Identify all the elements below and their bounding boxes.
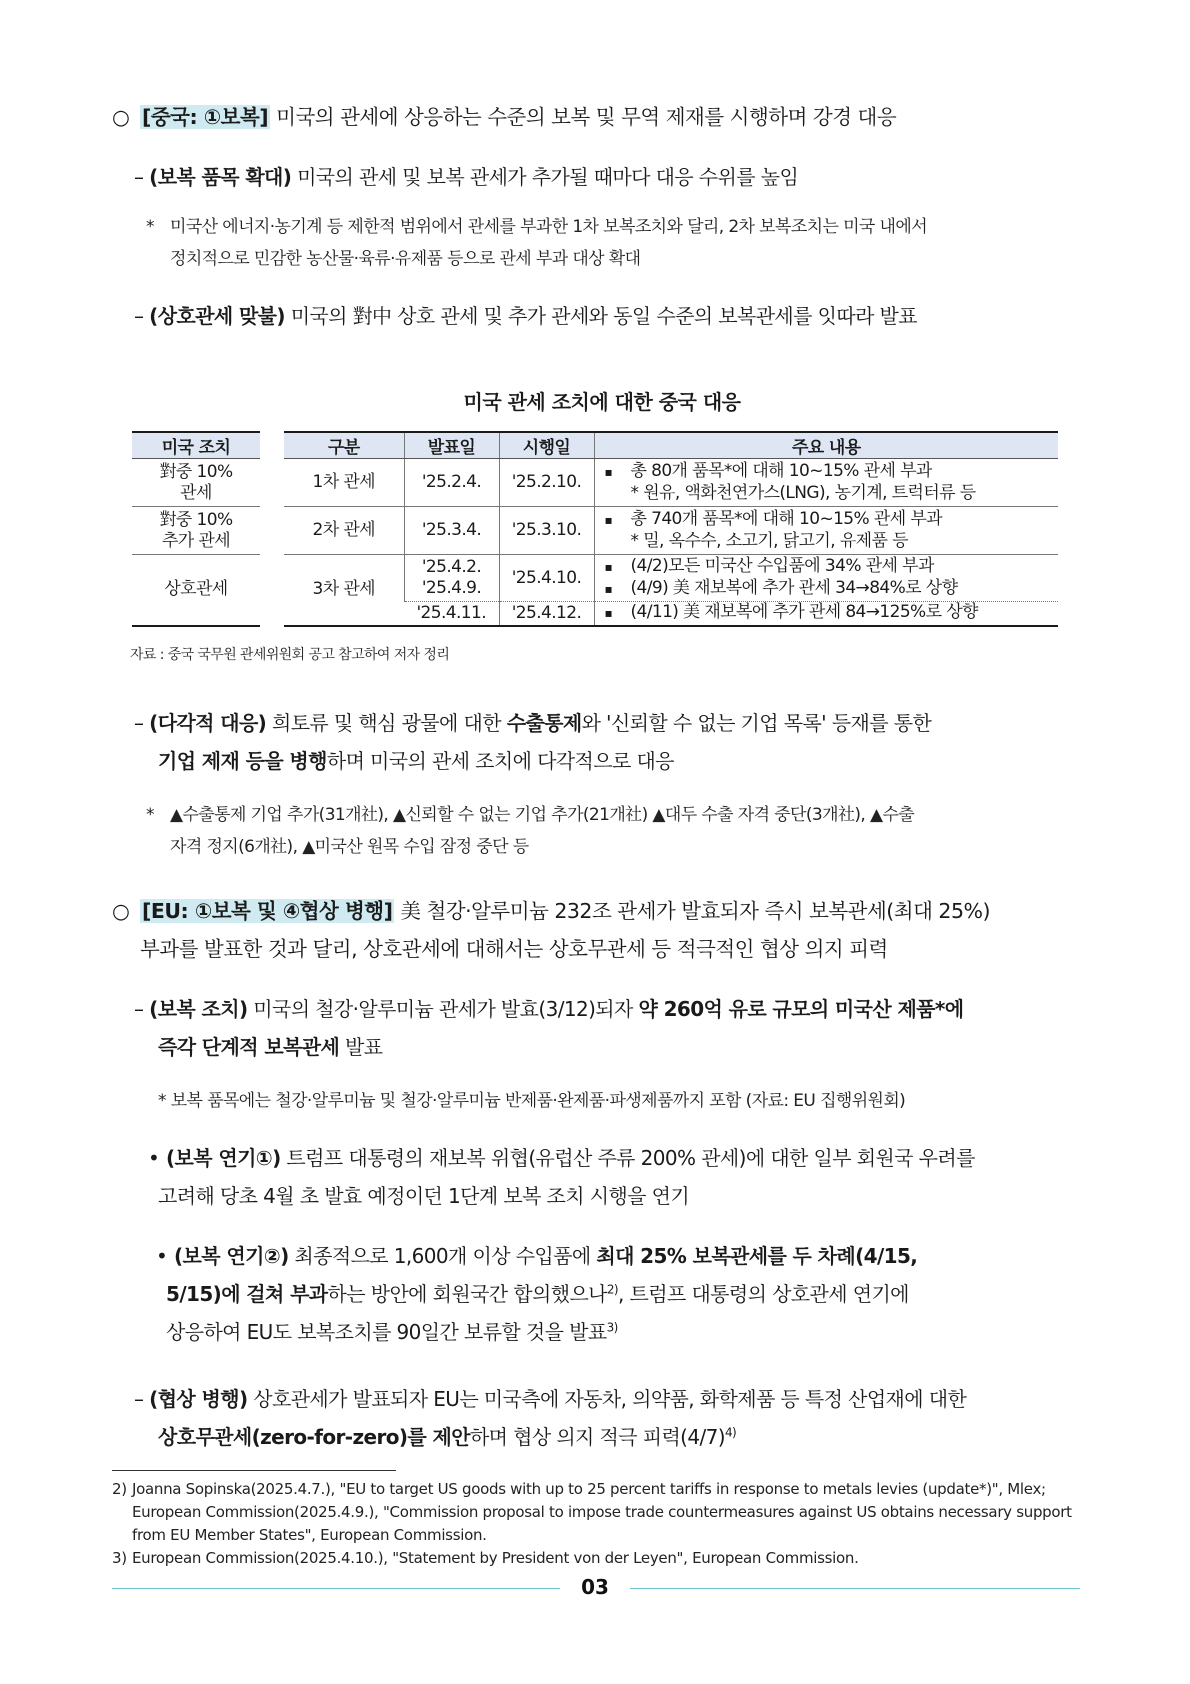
note-line-2: 자격 정지(6개社), ▲미국산 원목 수입 잠정 중단 등 — [170, 837, 529, 857]
cell-main — [594, 459, 1058, 507]
item-text: 하며 미국의 관세 조치에 다각적으로 대응 — [326, 749, 674, 773]
header-kind: 구분 — [284, 432, 404, 459]
table-caption: 미국 관세 조치에 대한 중국 대응 — [463, 390, 741, 414]
china-retaliation-expansion — [134, 158, 1092, 196]
bold-label: (보복 품목 확대) — [149, 165, 292, 189]
table-row — [284, 555, 1058, 602]
dash-bullet: – — [134, 165, 144, 189]
china-tag: [중국: ①보복] — [142, 105, 269, 129]
item-text: 미국의 對中 상호 관세 및 추가 관세와 동일 수준의 보복관세를 잇따라 발표 — [284, 304, 917, 328]
cell-main — [594, 507, 1058, 555]
eu-retaliation-note: * 보복 품목에는 철강·알루미늄 및 철강·알루미늄 반제품·완제품·파생제품까지 포함 (자료: EU 집행위원회) — [158, 1091, 906, 1111]
table-row — [284, 507, 1058, 555]
footnote-number: 2) — [112, 1480, 127, 1498]
dash-bullet: – — [134, 711, 144, 735]
bold-label: (협상 병행) — [149, 1387, 248, 1411]
footnote-text: Joanna Sopinska(2025.4.7.), "EU to target US goods with up to 25 percent tariffs in response to metals levies (update*)", Mlex; European Commission(2025.4.9.), "Commission proposal to impose trade countermeasures against US obtains necessary support from EU Member States", European Commission. — [132, 1480, 1072, 1544]
cell-main — [594, 602, 1058, 626]
footnote-divider — [112, 1470, 396, 1471]
line: '25.4.2. — [421, 557, 482, 577]
header-effective: 시행일 — [499, 432, 594, 459]
bold-label: (다각적 대응) — [149, 711, 267, 735]
page-number: 03 — [560, 1575, 630, 1599]
line: 對중 10% — [159, 461, 233, 482]
square-bullet: ▪ — [604, 582, 613, 596]
cell-main — [594, 555, 1058, 602]
asterisk: * — [146, 805, 154, 825]
china-retaliation-note — [146, 211, 1092, 275]
eu-postponement-1 — [148, 1139, 1092, 1215]
dash-bullet: – — [134, 1387, 144, 1411]
cell-kind: 3차 관세 — [284, 555, 404, 626]
header-main: 주요 내용 — [594, 432, 1058, 459]
table-row — [284, 459, 1058, 507]
bold-text: 약 260억 유로 규모의 미국산 제품*에 — [638, 997, 964, 1021]
line: '25.4.9. — [421, 578, 482, 598]
bold-text: 즉각 단계적 보복관세 — [158, 1035, 340, 1059]
square-bullet: ▪ — [604, 513, 613, 527]
china-multilateral-response — [134, 704, 1092, 780]
note-line-2: 정치적으로 민감한 농산물·육류·유제품 등으로 관세 부과 대상 확대 — [170, 249, 641, 269]
square-bullet: ▪ — [604, 560, 613, 574]
line: 對중 10% — [159, 509, 233, 530]
section-china-heading — [112, 98, 1092, 136]
dash-bullet: – — [134, 997, 144, 1021]
item-text-2: 고려해 당초 4월 초 발효 예정이던 1단계 보복 조치 시행을 연기 — [158, 1184, 690, 1208]
table-source: 자료 : 중국 국무원 관세위원회 공고 참고하여 저자 정리 — [130, 647, 450, 663]
section-eu-heading — [112, 892, 1092, 968]
item-text: 희토류 및 핵심 광물에 대한 — [266, 711, 507, 735]
header-us-measure: 미국 조치 — [132, 432, 260, 459]
dash-bullet: – — [134, 304, 144, 328]
bold-text: 수출통제 — [506, 711, 582, 735]
cell-kind: 2차 관세 — [284, 507, 404, 555]
circle-bullet: ○ — [112, 105, 130, 129]
bold-text: 최대 25% 보복관세를 두 차례(4/15, — [596, 1244, 918, 1268]
item-text: 트럼프 대통령의 재보복 위협(유럽산 주류 200% 관세)에 대한 일부 회원국 우려를 — [280, 1146, 975, 1170]
footnote-ref: 3) — [606, 1320, 618, 1335]
dot-bullet: • — [148, 1146, 160, 1170]
china-heading-text: 미국의 관세에 상응하는 수준의 보복 및 무역 제재를 시행하며 강경 대응 — [270, 105, 897, 129]
item-text: 발표 — [339, 1035, 383, 1059]
cell-announce: '25.3.4. — [404, 507, 499, 555]
sub-text: * 밀, 옥수수, 소고기, 닭고기, 유제품 등 — [630, 531, 908, 551]
bold-label: (상호관세 맞불) — [149, 304, 285, 328]
eu-tag: [EU: ①보복 및 ④협상 병행] — [142, 899, 393, 923]
main-text: 총 740개 품목*에 대해 10~15% 관세 부과 — [630, 509, 942, 529]
eu-postponement-2 — [156, 1237, 1092, 1351]
footnote-ref: 2) — [606, 1282, 619, 1297]
item-text: 최종적으로 1,600개 이상 수입품에 — [288, 1244, 597, 1268]
footnote-2 — [112, 1478, 1080, 1547]
item-text: 상호관세가 발표되자 EU는 미국측에 자동차, 의약품, 화학제품 등 특정 산업재에 대한 — [247, 1387, 967, 1411]
footnote-number: 3) — [112, 1549, 127, 1567]
us-measure-row — [132, 507, 260, 555]
line: 추가 관세 — [161, 530, 231, 551]
item-text: 상응하여 EU도 보복조치를 90일간 보류할 것을 발표 — [166, 1320, 607, 1344]
bold-text: 기업 제재 등을 병행 — [158, 749, 327, 773]
item-text: 하며 협상 의지 적극 피력(4/7) — [469, 1425, 725, 1449]
item-text: 미국의 관세 및 보복 관세가 추가될 때마다 대응 수위를 높임 — [291, 165, 799, 189]
cell-effective: '25.3.10. — [499, 507, 594, 555]
eu-negotiation — [134, 1380, 1092, 1456]
cell-effective: '25.4.12. — [499, 602, 594, 626]
footnote-text: European Commission(2025.4.10.), "Statement by President von der Leyen", European Commission. — [132, 1549, 859, 1567]
line: 관세 — [180, 482, 212, 503]
note-line-1: 미국산 에너지·농기계 등 제한적 범위에서 관세를 부과한 1차 보복조치와 달리, 2차 보복조치는 미국 내에서 — [170, 217, 928, 237]
china-multilateral-note — [146, 799, 1092, 863]
item-text: 와 '신뢰할 수 없는 기업 목록' 등재를 통한 — [581, 711, 932, 735]
main-text: (4/11) 美 재보복에 추가 관세 84→125%로 상향 — [630, 602, 978, 623]
bold-label: (보복 조치) — [149, 997, 248, 1021]
header-announce: 발표일 — [404, 432, 499, 459]
bold-text: 5/15)에 걸쳐 부과 — [166, 1282, 328, 1306]
item-text: 하는 방안에 회원국간 합의했으나 — [327, 1282, 607, 1306]
sub-text: * 원유, 액화천연가스(LNG), 농기계, 트럭터류 등 — [630, 483, 976, 503]
item-text: 미국의 철강·알루미늄 관세가 발효(3/12)되자 — [247, 997, 639, 1021]
square-bullet: ▪ — [604, 606, 613, 621]
cell-effective: '25.4.10. — [499, 555, 594, 602]
cell-announce: '25.2.4. — [404, 459, 499, 507]
us-measure-row: 상호관세 — [132, 555, 260, 626]
bold-text: 상호무관세(zero-for-zero)를 제안 — [158, 1425, 470, 1449]
main-text: 총 80개 품목*에 대해 10~15% 관세 부과 — [630, 461, 932, 481]
item-text: , 트럼프 대통령의 상호관세 연기에 — [618, 1282, 909, 1306]
main-text: (4/9) 美 재보복에 추가 관세 34→84%로 상향 — [630, 578, 958, 598]
cell-announce — [404, 555, 499, 602]
bold-label: (보복 연기①) — [166, 1146, 281, 1170]
eu-heading-text-2: 부과를 발표한 것과 달리, 상호관세에 대해서는 상호무관세 등 적극적인 협상 의지 피력 — [140, 937, 888, 961]
us-measures-table — [132, 431, 260, 627]
us-measure-row — [132, 459, 260, 507]
cell-effective: '25.2.10. — [499, 459, 594, 507]
cell-announce: '25.4.11. — [404, 602, 499, 626]
square-bullet: ▪ — [604, 465, 613, 479]
circle-bullet: ○ — [112, 899, 130, 923]
footnote-3 — [112, 1547, 1080, 1570]
eu-retaliation-measures — [134, 990, 1092, 1066]
main-text: (4/2)모든 미국산 수입품에 34% 관세 부과 — [630, 556, 934, 576]
cell-kind: 1차 관세 — [284, 459, 404, 507]
bold-label: (보복 연기②) — [174, 1244, 289, 1268]
china-response-table — [284, 431, 1058, 627]
china-reciprocal-response — [134, 297, 1092, 335]
note-line-1: ▲수출통제 기업 추가(31개社), ▲신뢰할 수 없는 기업 추가(21개社) ▲대두 수출 자격 중단(3개社), ▲수출 — [170, 805, 915, 825]
dot-bullet: • — [156, 1244, 168, 1268]
eu-heading-text: 美 철강·알루미늄 232조 관세가 발효되자 즉시 보복관세(최대 25%) — [394, 899, 990, 923]
footnote-ref: 4) — [724, 1425, 737, 1440]
asterisk: * — [146, 217, 154, 237]
